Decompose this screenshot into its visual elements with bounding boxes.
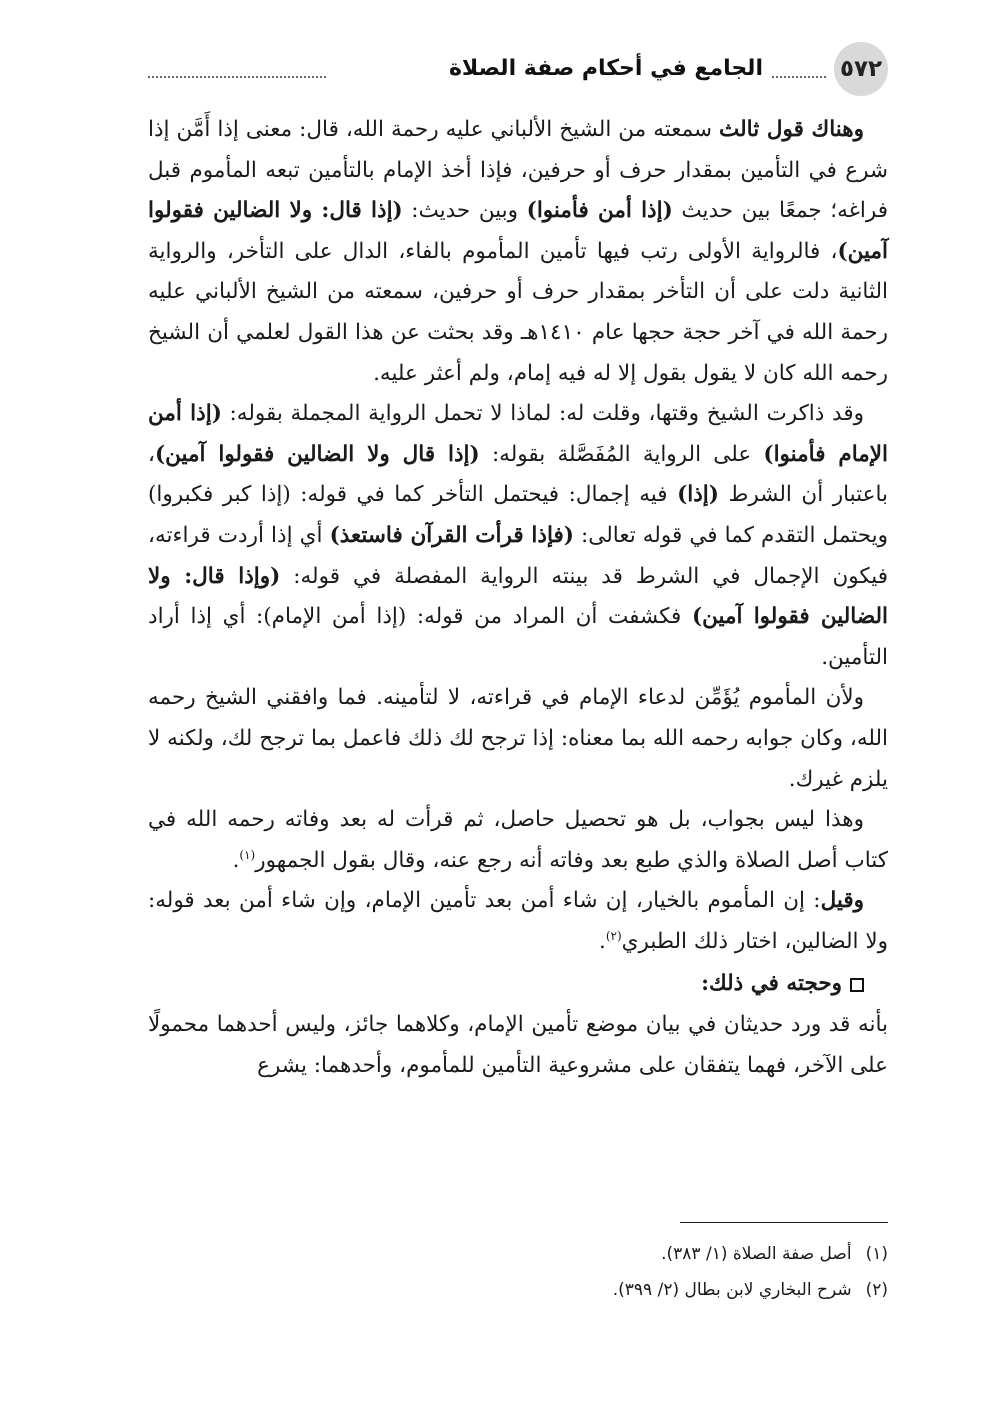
bold-phrase: وهناك قول ثالث (719, 117, 864, 142)
section-heading (148, 964, 888, 1005)
bold-phrase: (إذا أمن فأمنوا) (526, 198, 673, 224)
footnote-2 (188, 1272, 888, 1308)
main-text (148, 110, 888, 1086)
footnote-text: شرح البخاري لابن بطال (٢/ ٣٩٩). (612, 1280, 852, 1300)
bold-phrase: (إذا) (677, 482, 719, 508)
text-run: فكشفت أن المراد من قوله: (إذا أمن الإمام): أي إذا أراد التأمين. (148, 604, 888, 670)
running-header (148, 42, 888, 104)
text-run: وقد ذاكرت الشيخ وقتها، وقلت له: لماذا لا تحمل الرواية المجملة بقوله: (221, 401, 864, 427)
footnote-ref: (٢) (605, 928, 622, 943)
bold-phrase: (إذا قال ولا الضالين فقولوا آمين) (154, 441, 480, 467)
bold-phrase: وقيل (820, 888, 864, 914)
text-run: بأنه قد ورد حديثان في بيان موضع تأمين الإمام، وكلاهما جائز، وليس أحدهما محمولًا على الآخر، فهما يتفقان على مشروعية التأمين للمأموم، وأحدهما: يشرع (148, 1012, 888, 1078)
bold-phrase: (إذا قال: ولا الضالين فقولوا آمين) (148, 198, 888, 264)
header-book-title: الجامع في أحكام صفة الصلاة (448, 56, 763, 81)
footnote-number: (١) (865, 1244, 888, 1264)
bold-phrase: (وإذا قال: ولا الضالين فقولوا آمين) (148, 563, 888, 630)
header-dotted-rule-right (772, 76, 826, 78)
footnote-separator (680, 1222, 888, 1223)
paragraph-2 (148, 394, 888, 678)
paragraph-6 (148, 1005, 888, 1086)
footnote-ref: (١) (239, 847, 256, 862)
bold-phrase: (إذا أمن الإمام فأمنوا) (148, 401, 888, 467)
text-run: ، فالرواية الأولى رتب فيها تأمين المأموم بالفاء، الدال على التأخر، والرواية الثانية دلت على أن التأخر بمقدار حرف أو حرفين، سمعته من الشيخ الألباني عليه رحمة الله في آخر حجة حجها عام ١٤١٠هـ وقد بحثت عن هذا القول لعلمي أن الشيخ رحمه الله كان لا يقول بقول إلا له فيه إمام، ولم أعثر عليه. (148, 238, 888, 386)
text-run: وبين حديث: (402, 198, 527, 224)
text-run: ولأن المأموم يُؤَمِّن لدعاء الإمام في قراءته، لا لتأمينه. فما وافقني الشيخ رحمه الله، وكان جوابه رحمه الله بما معناه: إذا ترجح لك ذلك فاعمل بما ترجح لك، ولكنه لا يلزم غيرك. (148, 685, 888, 792)
paragraph-1 (148, 110, 888, 394)
paragraph-4 (148, 800, 888, 881)
text-run: وهذا ليس بجواب، بل هو تحصيل حاصل، ثم قرأت له بعد وفاته رحمه الله في كتاب أصل الصلاة والذي طبع بعد وفاته أنه رجع عنه، وقال بقول الجمهور (148, 807, 888, 873)
text-run: ، باعتبار أن الشرط (148, 441, 888, 508)
square-bullet-icon (850, 978, 864, 992)
section-heading-text: وحجته في ذلك: (701, 971, 842, 997)
paragraph-3 (148, 678, 888, 800)
text-run: سمعته من الشيخ الألباني عليه رحمة الله، قال: معنى إذا أَمَّن إذا شرع في التأمين بمقدار حرف أو حرفين، فإذا أخذ الإمام بالتأمين تبعه المأموم قبل فراغه؛ جمعًا بين حديث (148, 117, 889, 224)
footnote-number: (٢) (865, 1280, 888, 1300)
text-run: : إن المأموم بالخيار، إن شاء أمن بعد تأمين الإمام، وإن شاء أمن بعد قوله: ولا الضالين، اختار ذلك الطبري (148, 888, 888, 954)
paragraph-5 (148, 881, 888, 962)
footnote-text: أصل صفة الصلاة (١/ ٣٨٣). (661, 1244, 852, 1264)
text-run: أي إذا أردت قراءته، فيكون الإجمال في الشرط قد بينته الرواية المفصلة في قوله: (148, 522, 889, 589)
bold-phrase: (فإذا قرأت القرآن فاستعذ) (329, 522, 574, 548)
footnotes (188, 1236, 888, 1308)
text-run: على الرواية المُفَصَّلة بقوله: (479, 441, 764, 467)
text-run: . (599, 928, 606, 954)
page-number: ٥٧٢ (834, 42, 888, 96)
text-run: . (232, 847, 240, 873)
text-run: فيه إجمال: فيحتمل التأخر كما في قوله: (إذا كبر فكبروا) ويحتمل التقدم كما في قوله تعالى: (148, 482, 889, 548)
footnote-1 (188, 1236, 888, 1272)
header-dotted-rule-left (148, 76, 326, 78)
